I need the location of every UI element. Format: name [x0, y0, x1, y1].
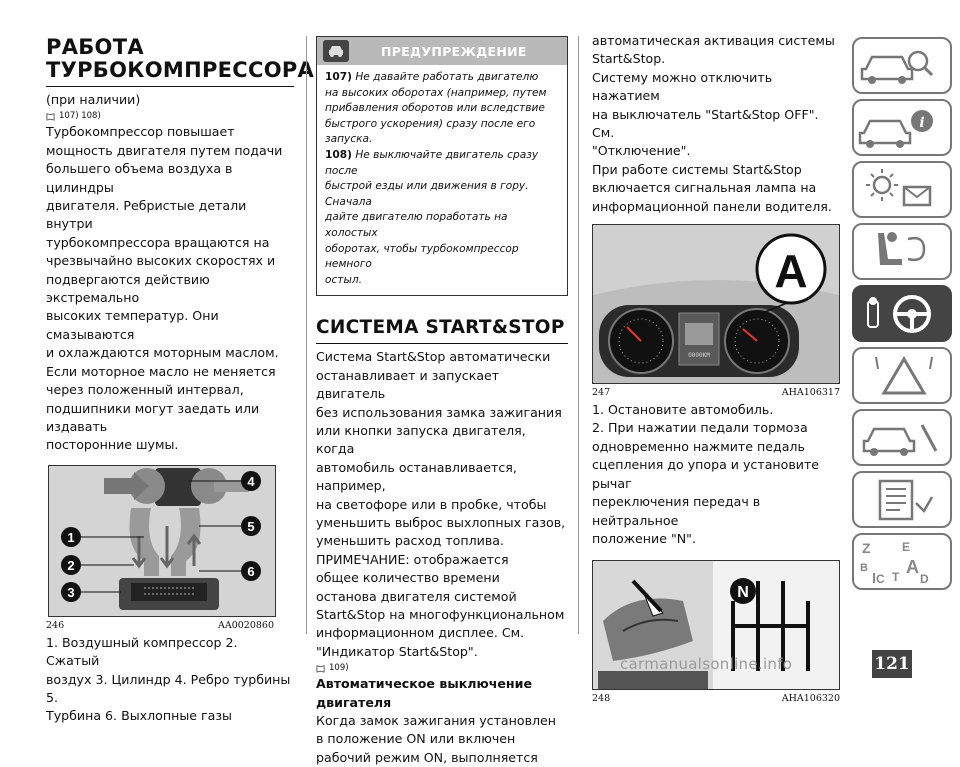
step-line: 1. Остановите автомобиль.	[592, 402, 774, 418]
text-line: общее количество времени	[316, 570, 500, 586]
warning-ref-number: 107)	[325, 71, 352, 83]
text-line: При работе системы Start&Stop	[592, 161, 802, 177]
warning-text: остыл.	[325, 273, 362, 286]
watermark-text: carmanualsonline.info	[620, 655, 793, 673]
column-turbocharger	[46, 0, 315, 726]
turbocharger-illustration	[49, 466, 275, 616]
section-title-turbo	[46, 35, 315, 82]
svg-text:B: B	[860, 562, 868, 574]
warning-text: дайте двигателю поработать на холостых	[325, 211, 508, 239]
warning-line	[325, 117, 559, 148]
text-line: на светофоре или в пробке, чтобы	[316, 496, 547, 512]
text-line: Start&Stop.	[592, 51, 666, 67]
text-line: Если моторное масло не меняется	[46, 363, 276, 379]
svg-text:A: A	[906, 557, 919, 577]
warning-title: ПРЕДУПРЕЖДЕНИЕ	[381, 43, 527, 59]
tab-technical-data[interactable]	[852, 471, 952, 528]
figure-code: AHA106320	[781, 693, 840, 705]
step-line: переключения передач в нейтральное	[592, 494, 761, 528]
callout-3: 3	[67, 584, 75, 600]
svg-text:i: i	[919, 115, 925, 131]
warning-line	[325, 86, 559, 102]
text-line: на выключатель "Start&Stop OFF". См.	[592, 106, 819, 141]
text-line: подвергаются действию экстремально	[46, 271, 210, 306]
warning-box	[316, 36, 568, 296]
legend-line: 1. Воздушный компрессор 2. Сжатый	[46, 634, 238, 669]
svg-text:E: E	[902, 540, 911, 554]
step-line: 2. При нажатии педали тормоза	[592, 420, 808, 436]
warning-refs	[316, 661, 568, 675]
text-line: Когда замок зажигания установлен	[316, 713, 557, 729]
callout-5: 5	[247, 518, 255, 534]
warning-text: оборотах, чтобы турбокомпрессор немного	[325, 242, 519, 271]
warning-line	[325, 242, 559, 273]
warning-text: Не давайте работать двигателю	[351, 71, 539, 83]
text-line: останова двигателя системой	[316, 588, 517, 604]
tab-warning-lights[interactable]	[852, 161, 952, 218]
warning-line	[325, 179, 559, 210]
text-line: автомобиль останавливается, например,	[316, 459, 517, 494]
tab-vehicle-overview[interactable]	[852, 37, 952, 94]
cluster-display-text: 0000KM	[688, 352, 710, 360]
text-line: двигателя. Ребристые детали внутри	[46, 198, 247, 232]
figure-code: AHA106317	[781, 387, 840, 399]
text-line: автоматическая активация системы	[592, 33, 835, 48]
instrument-cluster-figure	[592, 224, 840, 384]
column-divider	[306, 36, 307, 634]
section-rule	[316, 343, 568, 344]
warning-ref-number: 108)	[325, 148, 352, 161]
warning-text: Не выключайте двигатель сразу после	[325, 148, 539, 177]
callout-1: 1	[67, 529, 75, 545]
figure-caption-246	[46, 620, 274, 631]
text-line: уменьшить расход топлива.	[316, 533, 504, 549]
text-line: большего объема воздуха в цилиндры	[46, 161, 233, 195]
section-title-line-1: РАБОТА	[46, 35, 144, 59]
availability-note: (при наличии)	[46, 92, 141, 107]
callout-4: 4	[247, 473, 255, 489]
figure-caption-248	[592, 693, 840, 704]
warning-text: прибавления оборотов или вследствие	[325, 102, 545, 115]
text-line: высоких температур. Они смазываются	[46, 308, 219, 342]
text-line: рабочий режим ON, выполняется	[316, 749, 538, 765]
car-service-icon	[854, 411, 950, 464]
figure-number: 248	[592, 693, 611, 705]
column-divider	[578, 36, 579, 634]
text-line: турбокомпрессора вращаются на	[46, 234, 270, 250]
specifications-list-icon	[854, 473, 950, 526]
start-stop-body-text	[316, 348, 568, 661]
text-line: информационной панели водителя.	[592, 198, 832, 214]
text-line: останавливает и запускает двигатель	[316, 367, 500, 402]
warning-line	[325, 70, 559, 86]
car-info-icon	[854, 101, 950, 154]
page-number: 121	[872, 650, 912, 678]
text-line: чрезвычайно высоких скоростях и	[46, 253, 276, 269]
turbo-body-text	[46, 123, 294, 454]
section-title-start-stop: СИСТЕМА START&STOP	[316, 317, 565, 339]
warning-text: быстрой езды или движения в гору. Сначала	[325, 180, 529, 208]
alphabetical-index-icon	[854, 535, 950, 588]
warning-line	[325, 148, 559, 179]
warning-line	[325, 273, 559, 289]
tab-vehicle-info[interactable]	[852, 99, 952, 156]
column-start-stop-cont	[592, 0, 840, 704]
figure-number: 246	[46, 619, 65, 631]
text-line: в положение ON или включен	[316, 731, 516, 747]
svg-text:Z: Z	[862, 540, 871, 556]
text-line: Start&Stop на многофункциональном	[316, 607, 565, 622]
section-title-line-2: ТУРБОКОМПРЕССОРА	[46, 58, 315, 82]
text-line: через положенный интервал,	[46, 382, 244, 398]
tab-index[interactable]	[852, 533, 952, 590]
book-icon	[316, 664, 325, 673]
warning-lights-icon	[854, 163, 950, 216]
warning-text: быстрого ускорения) сразу после его запуска.	[325, 117, 536, 146]
tab-safety[interactable]	[852, 223, 952, 280]
text-line: посторонние шумы.	[46, 437, 179, 453]
legend-line: воздух 3. Цилиндр 4. Ребро турбины 5.	[46, 671, 291, 705]
text-line: подшипники могут заедать или издавать	[46, 400, 260, 434]
step-line: сцепления до упора и установите рычаг	[592, 457, 820, 491]
subheading-line: Автоматическое выключение	[316, 676, 532, 692]
text-line: Система Start&Stop автоматически	[316, 349, 551, 365]
step-line: одновременно нажмите педаль	[592, 438, 805, 454]
car-warning-icon	[323, 40, 349, 62]
text-line: "Отключение".	[592, 143, 691, 159]
warning-line	[325, 101, 559, 117]
figure-code: AA0020860	[217, 619, 274, 631]
tab-maintenance[interactable]	[852, 409, 952, 466]
text-line: и охлаждаются моторным маслом.	[46, 345, 279, 361]
svg-text:T: T	[892, 570, 900, 584]
callout-2: 2	[67, 557, 75, 573]
svg-text:D: D	[920, 572, 929, 586]
callout-6: 6	[247, 563, 255, 579]
text-line: "Индикатор Start&Stop".	[316, 643, 478, 659]
column-start-stop	[316, 0, 568, 767]
text-line: уменьшить выброс выхлопных газов,	[316, 514, 566, 530]
text-line: или кнопки запуска двигателя, когда	[316, 422, 526, 457]
figure-number: 247	[592, 387, 611, 399]
text-line: включается сигнальная лампа на	[592, 180, 817, 196]
figure-legend	[46, 634, 294, 726]
warning-header	[317, 37, 567, 65]
procedure-steps	[592, 401, 840, 548]
warning-line	[325, 210, 559, 241]
key-steering-wheel-icon	[854, 287, 950, 340]
subheading-line: двигателя	[316, 694, 392, 710]
warning-triangle-icon	[854, 349, 950, 402]
text-line: Систему можно отключить нажатием	[592, 69, 773, 104]
text-line: без использования замка зажигания	[316, 404, 562, 420]
turbocharger-diagram	[48, 465, 276, 617]
section-rule	[46, 86, 294, 87]
refs-text: 107) 108)	[59, 111, 101, 122]
warning-body	[317, 65, 567, 295]
warning-refs	[46, 109, 294, 123]
tab-emergency[interactable]	[852, 347, 952, 404]
text-line: ПРИМЕЧАНИЕ: отображается	[316, 551, 509, 567]
text-line: Турбокомпрессор повышает	[46, 124, 235, 140]
text-line: мощность двигателя путем подачи	[46, 142, 283, 158]
refs-text: 109)	[329, 663, 349, 674]
tab-starting-driving[interactable]	[852, 285, 952, 342]
svg-text:C: C	[876, 572, 885, 586]
step-line: положение "N".	[592, 530, 696, 546]
instrument-cluster-illustration	[593, 225, 839, 383]
text-line: информационном дисплее. См.	[316, 625, 525, 641]
start-stop-badge-letter: A	[774, 245, 808, 298]
car-search-icon	[854, 39, 950, 92]
seat-airbag-icon	[854, 225, 950, 278]
legend-line: Турбина 6. Выхлопные газы	[46, 708, 232, 724]
book-icon	[46, 112, 55, 121]
gear-neutral-label: N	[737, 584, 749, 602]
warning-text: на высоких оборотах (например, путем	[325, 86, 547, 99]
activation-text	[592, 32, 840, 216]
figure-caption-247	[592, 387, 840, 398]
